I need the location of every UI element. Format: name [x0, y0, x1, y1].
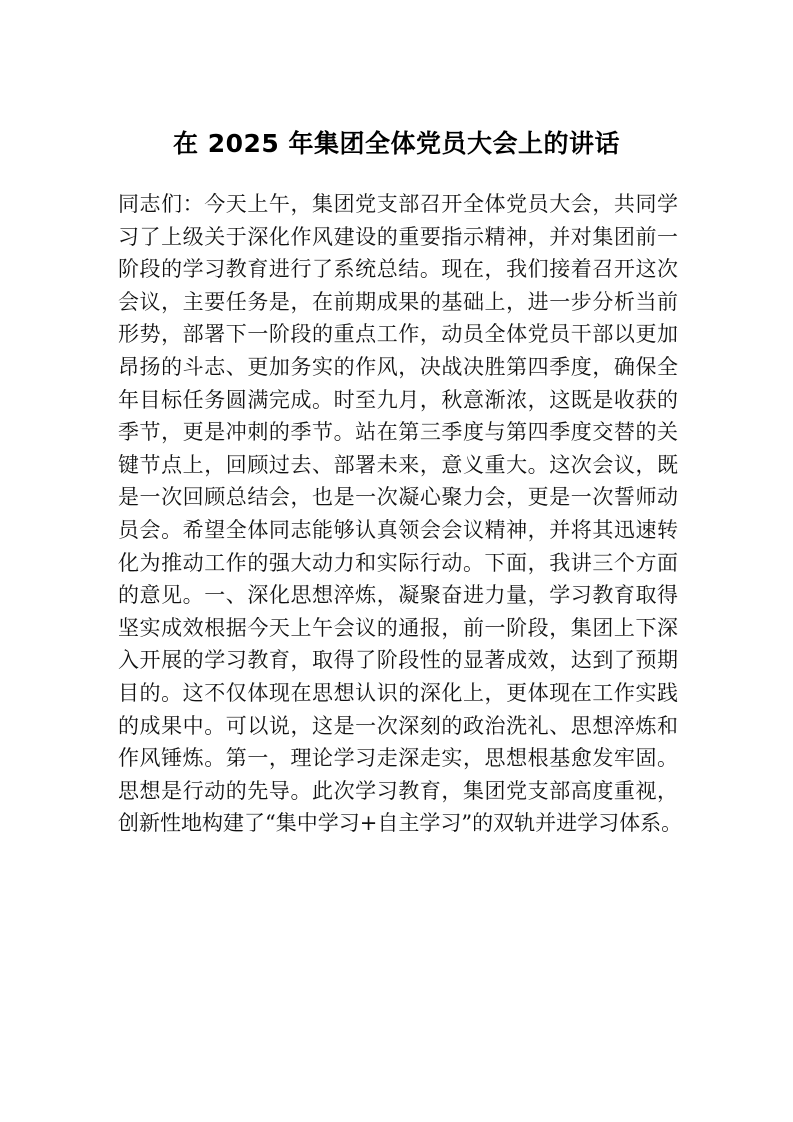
- body-line: 会议，主要任务是，在前期成果的基础上，进一步分析当前: [118, 289, 678, 314]
- body-line: 创新性地构建了“集中学习+自主学习”的双轨并进学习体系。: [118, 811, 683, 836]
- document-title: 在 2025 年集团全体党员大会上的讲话: [173, 129, 620, 158]
- body-line: 入开展的学习教育，取得了阶段性的显著成效，达到了预期: [118, 648, 678, 673]
- body-line: 昂扬的斗志、更加务实的作风，决战决胜第四季度，确保全: [118, 354, 678, 379]
- body-line: 目的。这不仅体现在思想认识的深化上，更体现在工作实践: [118, 680, 678, 705]
- body-line: 习了上级关于深化作风建设的重要指示精神，并对集团前一: [118, 224, 678, 249]
- body-line: 同志们：今天上午，集团党支部召开全体党员大会，共同学: [118, 192, 678, 216]
- document-body: [118, 188, 683, 840]
- body-line: 的成果中。可以说，这是一次深刻的政治洗礼、思想淬炼和: [118, 713, 678, 738]
- body-line: 年目标任务圆满完成。时至九月，秋意渐浓，这既是收获的: [118, 387, 678, 412]
- body-line: 坚实成效根据今天上午会议的通报，前一阶段，集团上下深: [118, 615, 678, 640]
- body-line: 员会。希望全体同志能够认真领会会议精神，并将其迅速转: [118, 517, 678, 542]
- body-line: 形势，部署下一阶段的重点工作，动员全体党员干部以更加: [118, 322, 678, 347]
- body-line: 阶段的学习教育进行了系统总结。现在，我们接着召开这次: [118, 257, 678, 282]
- body-line: 化为推动工作的强大动力和实际行动。下面，我讲三个方面: [118, 550, 678, 575]
- body-line: 的意见。一、深化思想淬炼，凝聚奋进力量，学习教育取得: [118, 583, 678, 608]
- body-line: 思想是行动的先导。此次学习教育，集团党支部高度重视，: [118, 778, 678, 803]
- body-line: 季节，更是冲刺的季节。站在第三季度与第四季度交替的关: [118, 420, 678, 445]
- body-line: 是一次回顾总结会，也是一次凝心聚力会，更是一次誓师动: [118, 485, 678, 510]
- body-line: 键节点上，回顾过去、部署未来，意义重大。这次会议，既: [118, 452, 678, 477]
- body-line: 作风锤炼。第一，理论学习走深走实，思想根基愈发牢固。: [118, 746, 678, 771]
